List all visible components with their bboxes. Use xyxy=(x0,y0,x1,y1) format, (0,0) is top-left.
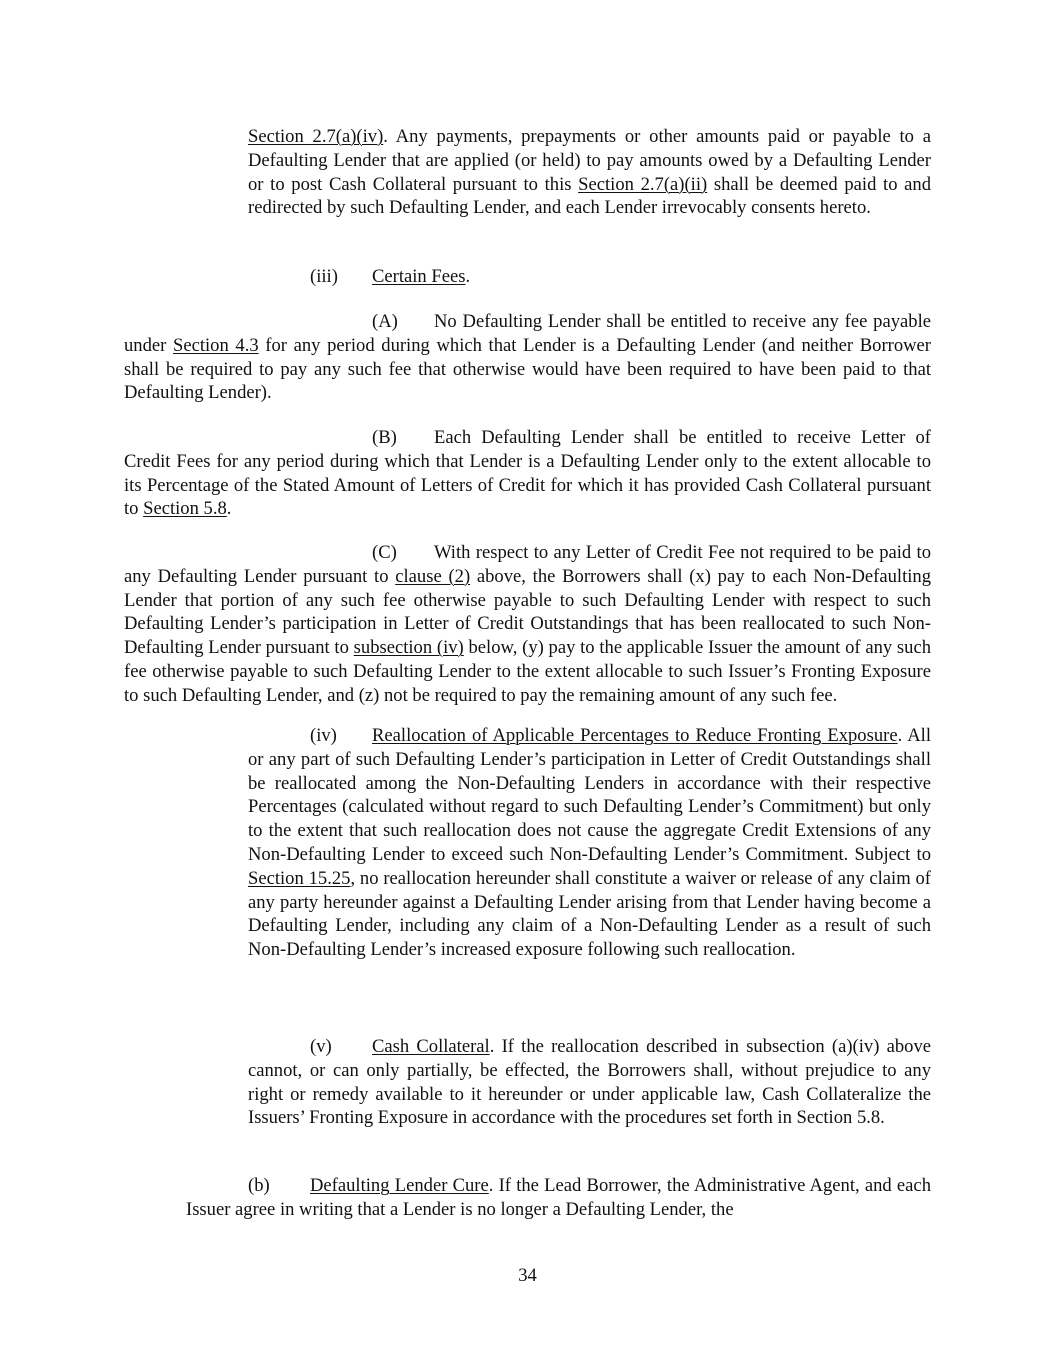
clause-title: Certain Fees xyxy=(372,266,466,287)
paragraph-text: No Defaulting Lender shall be entitled to receive any fee payable under xyxy=(124,311,931,356)
paragraph-reallocation xyxy=(248,724,931,962)
paragraph-text: . If the Lead Borrower, the Administrative Agent, and each Issuer agree in writing that a Lender is no longer a Defaulting Lender, the xyxy=(186,1175,931,1220)
paragraph-text: . Any payments, prepayments or other amounts paid or payable to a Defaulting Lender that are applied (or held) to pay amounts owed by a Defaulting Lender or to post Cash Collateral pursuant to this xyxy=(248,126,931,195)
page-number: 34 xyxy=(518,1265,537,1286)
section-reference: Section 2.7(a)(ii) xyxy=(578,173,708,195)
clause-label: (v) xyxy=(310,1036,332,1057)
clause-title: Defaulting Lender Cure xyxy=(310,1175,489,1196)
paragraph-clause-c xyxy=(124,541,931,708)
section-reference: Section 2.7(a)(iv) xyxy=(248,126,384,147)
section-reference: clause (2) xyxy=(395,565,471,587)
clause-title-end: . xyxy=(465,266,471,287)
paragraph-text: shall be deemed paid to and redirected by such Defaulting Lender, and each Lender irrevocably consents hereto. xyxy=(248,173,932,219)
paragraph-clause-b xyxy=(124,426,931,521)
heading-certain-fees xyxy=(310,265,931,289)
paragraph-text: With respect to any Letter of Credit Fee not required to be paid to any Defaulting Lender pursuant to xyxy=(124,542,931,587)
section-reference: subsection (iv) xyxy=(353,637,464,659)
paragraph-text: . If the reallocation described in subsection (a)(iv) above cannot, or can only partially, be effected, the Borrowers shall, without prejudice to any right or remedy available to it hereunder or under applicable law, Cash Collateralize the Issuers’ Fronting Exposure in accordance with the procedures set forth in Section 5.8. xyxy=(248,1036,931,1129)
clause-label: (C) xyxy=(372,542,397,563)
clause-label: (iii) xyxy=(310,266,338,287)
paragraph-clause-a xyxy=(124,310,931,405)
paragraph-section-2-7-continuation xyxy=(248,125,931,220)
clause-label: (b) xyxy=(248,1175,270,1196)
paragraph-cash-collateral xyxy=(248,1035,931,1130)
section-reference: Section 4.3 xyxy=(172,334,259,356)
paragraph-text: above, the Borrowers shall (x) pay to each Non-Defaulting Lender that portion of any such fee otherwise payable to such Defaulting Lender with respect to such Defaulting Lender’s participation in Letter of Credit Outstandings that has been reallocated to such Non-Defaulting Lender pursuant to xyxy=(124,565,931,659)
section-reference: Section 5.8 xyxy=(143,498,227,520)
paragraph-text: . All or any part of such Defaulting Lender’s participation in Letter of Credit Outstandings shall be reallocated among the Non-Defaulting Lenders in accordance with their respective Percentages (calculated without regard to such Defaulting Lender’s Commitment) but only to the extent that such reallocation does not cause the aggregate Credit Extensions of any Non-Defaulting Lender to exceed such Non-Defaulting Lender’s Commitment. Subject to xyxy=(248,725,931,865)
clause-label: (A) xyxy=(372,311,398,332)
paragraph-text: , no reallocation hereunder shall constitute a waiver or release of any claim of any party hereunder against a Defaulting Lender arising from that Lender having become a Defaulting Lender, including any claim of a Non-Defaulting Lender as a result of such Non-Defaulting Lender’s increased exposure following such reallocation. xyxy=(248,867,931,961)
clause-label: (B) xyxy=(372,427,397,448)
clause-title: Reallocation of Applicable Percentages to Reduce Fronting Exposure xyxy=(372,725,898,746)
paragraph-text: Each Defaulting Lender shall be entitled to receive Letter of Credit Fees for any period during which that Lender is a Defaulting Lender only to the extent allocable to its Percentage of the Stated Amount of Letters of Credit for which it has provided Cash Collateral pursuant to xyxy=(124,427,931,520)
paragraph-text: below, (y) pay to the applicable Issuer the amount of any such fee otherwise payable to such Defaulting Lender to the extent allocable to such Issuer’s Fronting Exposure to such Defaulting Lender, and (z) not be required to pay the remaining amount of any such fee. xyxy=(124,637,931,706)
paragraph-defaulting-lender-cure xyxy=(186,1174,931,1222)
section-reference: Section 15.25 xyxy=(248,867,351,889)
paragraph-text: for any period during which that Lender is a Defaulting Lender (and neither Borrower shall be required to pay any such fee that otherwise would have been required to have been paid to that Defaulting Lender). xyxy=(124,334,931,404)
clause-label: (iv) xyxy=(310,725,337,746)
paragraph-text: . xyxy=(226,498,232,520)
clause-title: Cash Collateral xyxy=(372,1036,490,1057)
